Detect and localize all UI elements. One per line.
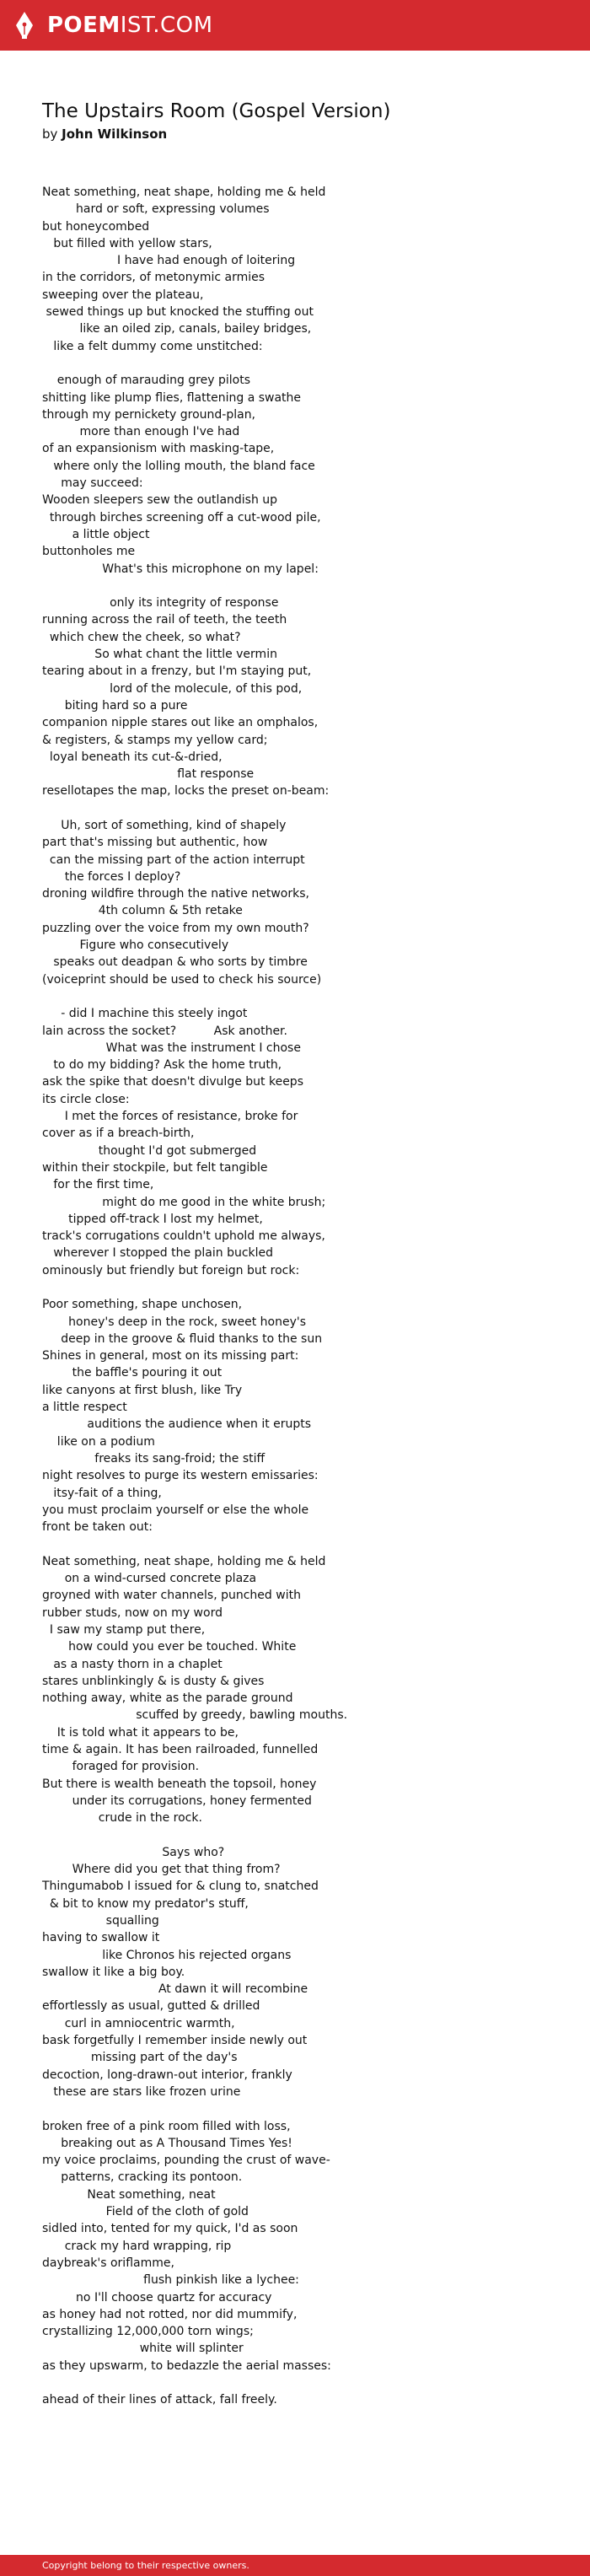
site-footer xyxy=(0,2555,590,2576)
poem-line: & registers, & stamps my yellow card; xyxy=(42,733,268,747)
poem-line: the forces I deploy? xyxy=(42,869,181,884)
poem-line: Thingumabob I issued for & clung to, snatched xyxy=(42,1880,319,1894)
poem-line: groyned with water channels, punched with xyxy=(42,1589,301,1603)
poem-line: track's corrugations couldn't uphold me always, xyxy=(42,1229,325,1244)
poem-line: through my pernickety ground-plan, xyxy=(42,407,256,422)
poem-line: crystallizing 12,000,000 torn wings; xyxy=(42,2325,254,2339)
poem-line: Figure who consecutively xyxy=(42,938,229,953)
poem-line: resellotapes the map, locks the preset on-beam: xyxy=(42,784,330,799)
poem-line: on a wind-cursed concrete plaza xyxy=(42,1572,257,1586)
poem-line: puzzling over the voice from my own mouth? xyxy=(42,921,309,935)
poem-line: Says who? xyxy=(42,1845,225,1859)
poem-line: white will splinter xyxy=(42,2342,244,2356)
poem-line: my voice proclaims, pounding the crust of wave- xyxy=(42,2154,330,2168)
site-logo-text xyxy=(47,13,213,38)
poem-byline xyxy=(42,126,565,142)
poem-line: these are stars like frozen urine xyxy=(42,2084,241,2099)
poem-line: flat response xyxy=(42,767,255,782)
poem-line: thought I'd got submerged xyxy=(42,1143,257,1158)
poem-line: I met the forces of resistance, broke for xyxy=(42,1110,298,1124)
poem-line: 4th column & 5th retake xyxy=(42,904,243,918)
poem-line: Neat something, neat shape, holding me & held xyxy=(42,1554,326,1568)
poem-line: more than enough I've had xyxy=(42,425,240,439)
poem-line: (voiceprint should be used to check his source) xyxy=(42,972,322,987)
poem-line: like a felt dummy come unstitched: xyxy=(42,339,263,353)
poem-line: foraged for provision. xyxy=(42,1760,200,1774)
poem-line: crude in the rock. xyxy=(42,1811,202,1826)
poem-line: to do my bidding? Ask the home truth, xyxy=(42,1058,282,1073)
poem-line: like an oiled zip, canals, bailey bridges, xyxy=(42,322,312,336)
poem-line: tearing about in a frenzy, but I'm staying put, xyxy=(42,664,312,679)
poem-line: At dawn it will recombine xyxy=(42,1982,308,1997)
poem-line: broken free of a pink room filled with loss, xyxy=(42,2119,291,2133)
poem-line: part that's missing but authentic, how xyxy=(42,836,268,850)
poem-line: squalling xyxy=(42,1913,159,1928)
poem-line xyxy=(42,2100,565,2117)
poem-line: like on a podium xyxy=(42,1434,155,1449)
poem-line: as they upswarm, to bedazzle the aerial masses: xyxy=(42,2358,331,2373)
poem-line: loyal beneath its cut-&-dried, xyxy=(42,750,223,764)
poem-line: front be taken out: xyxy=(42,1520,153,1535)
poem-line: no I'll choose quartz for accuracy xyxy=(42,2290,272,2304)
logo-light-part: IST.COM xyxy=(120,13,213,38)
poem-line: a little respect xyxy=(42,1401,127,1415)
poem-line: sewed things up but knocked the stuffing out xyxy=(42,305,314,320)
poem-line: where only the lolling mouth, the bland face xyxy=(42,459,315,473)
poem-line: companion nipple stares out like an omphalos, xyxy=(42,716,319,730)
poem-line: But there is wealth beneath the topsoil, honey xyxy=(42,1777,317,1791)
poem-line: Where did you get that thing from? xyxy=(42,1863,281,1877)
poem-line: So what chant the little vermin xyxy=(42,648,277,662)
poem-line xyxy=(42,355,565,372)
poem-line: lord of the molecule, of this pod, xyxy=(42,681,303,696)
poem-line: What was the instrument I chose xyxy=(42,1041,301,1055)
site-logo[interactable] xyxy=(12,10,213,40)
logo-bold-part: POEM xyxy=(47,13,121,38)
poem-line: but filled with yellow stars, xyxy=(42,236,212,250)
poem-line: wherever I stopped the plain buckled xyxy=(42,1246,274,1261)
poem-line: bask forgetfully I remember inside newly out xyxy=(42,2034,308,2048)
poem-line: speaks out deadpan & who sorts by timbre xyxy=(42,955,308,970)
poem-line: What's this microphone on my lapel: xyxy=(42,562,319,576)
poem-line: enough of marauding grey pilots xyxy=(42,374,250,388)
poem-line: - did I machine this steely ingot xyxy=(42,1007,248,1021)
poem-line: its circle close: xyxy=(42,1092,130,1106)
poem-line: curl in amniocentric warmth, xyxy=(42,2016,235,2030)
poem-line: as honey had not rotted, nor did mummify, xyxy=(42,2307,298,2321)
poem-line: Wooden sleepers sew the outlandish up xyxy=(42,493,278,508)
poem-line: within their stockpile, but felt tangible xyxy=(42,1160,268,1175)
poem-line xyxy=(42,1535,565,1552)
poem-line: for the first time, xyxy=(42,1178,154,1192)
pen-nib-icon xyxy=(12,10,37,40)
poem-line xyxy=(42,1827,565,1844)
poem-line: time & again. It has been railroaded, funnelled xyxy=(42,1743,319,1757)
byline-label: by xyxy=(42,126,62,142)
poem-line: swallow it like a big boy. xyxy=(42,1965,185,1979)
poem-line: Uh, sort of something, kind of shapely xyxy=(42,818,287,832)
poem-line: auditions the audience when it erupts xyxy=(42,1417,312,1432)
poem-line: lain across the socket? Ask another. xyxy=(42,1024,287,1038)
poem-line: of an expansionism with masking-tape, xyxy=(42,442,275,456)
poem-line: how could you ever be touched. White xyxy=(42,1640,297,1654)
poem-line: running across the rail of teeth, the teeth xyxy=(42,613,287,627)
poem-line: a little object xyxy=(42,527,150,541)
poem-line: you must proclaim yourself or else the whole xyxy=(42,1503,309,1517)
poem-line: through birches screening off a cut-wood pile, xyxy=(42,510,321,524)
poem-line: only its integrity of response xyxy=(42,596,279,610)
poem-line: Field of the cloth of gold xyxy=(42,2205,249,2219)
poem-line: patterns, cracking its pontoon. xyxy=(42,2170,243,2185)
poem-title: The Upstairs Room (Gospel Version) xyxy=(42,100,391,122)
poem-line: I have had enough of loitering xyxy=(42,254,296,268)
poem-line: flush pinkish like a lychee: xyxy=(42,2273,299,2288)
poem-line: Neat something, neat shape, holding me & held xyxy=(42,186,326,199)
poem-line: in the corridors, of metonymic armies xyxy=(42,271,266,285)
poem-line: stares unblinkingly & is dusty & gives xyxy=(42,1674,265,1688)
poem-line: ask the spike that doesn't divulge but keeps xyxy=(42,1075,303,1089)
poem-line: like Chronos his rejected organs xyxy=(42,1948,292,1962)
poem-line: the baffle's pouring it out xyxy=(42,1366,223,1380)
poem-line: can the missing part of the action interrupt xyxy=(42,852,305,867)
poem-line: but honeycombed xyxy=(42,219,150,234)
poem-line: hard or soft, expressing volumes xyxy=(42,202,270,217)
poem-line: biting hard so a pure xyxy=(42,698,188,713)
poem-line: I saw my stamp put there, xyxy=(42,1622,206,1637)
poem-line xyxy=(42,1279,565,1296)
poem-line xyxy=(42,578,565,594)
poem-line: cover as if a breach-birth, xyxy=(42,1127,195,1141)
poem-line: nothing away, white as the parade ground xyxy=(42,1691,293,1706)
poem-line: ahead of their lines of attack, fall freely. xyxy=(42,2393,277,2407)
poem-line: deep in the groove & fluid thanks to the sun xyxy=(42,1331,323,1346)
poem-line: effortlessly as usual, gutted & drilled xyxy=(42,1999,260,2014)
poem-line: & bit to know my predator's stuff, xyxy=(42,1896,249,1911)
poem-line: daybreak's oriflamme, xyxy=(42,2256,174,2270)
poem-line: Neat something, neat xyxy=(42,2187,216,2202)
poem-line: may succeed: xyxy=(42,476,143,491)
poem-line: sweeping over the plateau, xyxy=(42,288,204,302)
poem-line: having to swallow it xyxy=(42,1931,160,1945)
poem-line: rubber studs, now on my word xyxy=(42,1605,223,1620)
poem-line: Shines in general, most on its missing part: xyxy=(42,1349,299,1363)
poem-line: freaks its sang-froid; the stiff xyxy=(42,1451,266,1465)
poem-line: Poor something, shape unchosen, xyxy=(42,1298,243,1312)
poem-line: It is told what it appears to be, xyxy=(42,1725,239,1740)
poem-line: honey's deep in the rock, sweet honey's xyxy=(42,1315,307,1329)
poem-body xyxy=(42,184,565,2409)
poem-line: crack my hard wrapping, rip xyxy=(42,2239,232,2253)
poem-line: ominously but friendly but foreign but rock: xyxy=(42,1263,300,1277)
poem-line: sidled into, tented for my quick, I'd as soon xyxy=(42,2222,298,2236)
poem-line: like canyons at first blush, like Try xyxy=(42,1383,243,1397)
poem-line: breaking out as A Thousand Times Yes! xyxy=(42,2136,292,2150)
poem-line xyxy=(42,2374,565,2391)
poem-line: buttonholes me xyxy=(42,545,136,559)
poem-line: tipped off-track I lost my helmet, xyxy=(42,1212,263,1226)
poem-line: might do me good in the white brush; xyxy=(42,1195,326,1209)
poem-line: night resolves to purge its western emissaries: xyxy=(42,1469,319,1483)
site-header xyxy=(0,0,590,51)
poem-line xyxy=(42,988,565,1005)
poem-line: decoction, long-drawn-out interior, frankly xyxy=(42,2068,292,2082)
poem-line: under its corrugations, honey fermented xyxy=(42,1794,312,1808)
poem-line: droning wildfire through the native networks, xyxy=(42,887,309,901)
poem-heading xyxy=(42,99,565,142)
poem-line: missing part of the day's xyxy=(42,2051,238,2065)
poem-line: shitting like plump flies, flattening a swathe xyxy=(42,390,302,405)
poem-line: which chew the cheek, so what? xyxy=(42,630,241,644)
author-name[interactable]: John Wilkinson xyxy=(62,126,168,142)
copyright-text: Copyright belong to their respective owners. xyxy=(42,2560,249,2571)
poem-line: as a nasty thorn in a chaplet xyxy=(42,1657,223,1671)
poem-line: itsy-fait of a thing, xyxy=(42,1486,162,1500)
poem-line xyxy=(42,800,565,817)
poem-line: scuffed by greedy, bawling mouths. xyxy=(42,1708,348,1723)
